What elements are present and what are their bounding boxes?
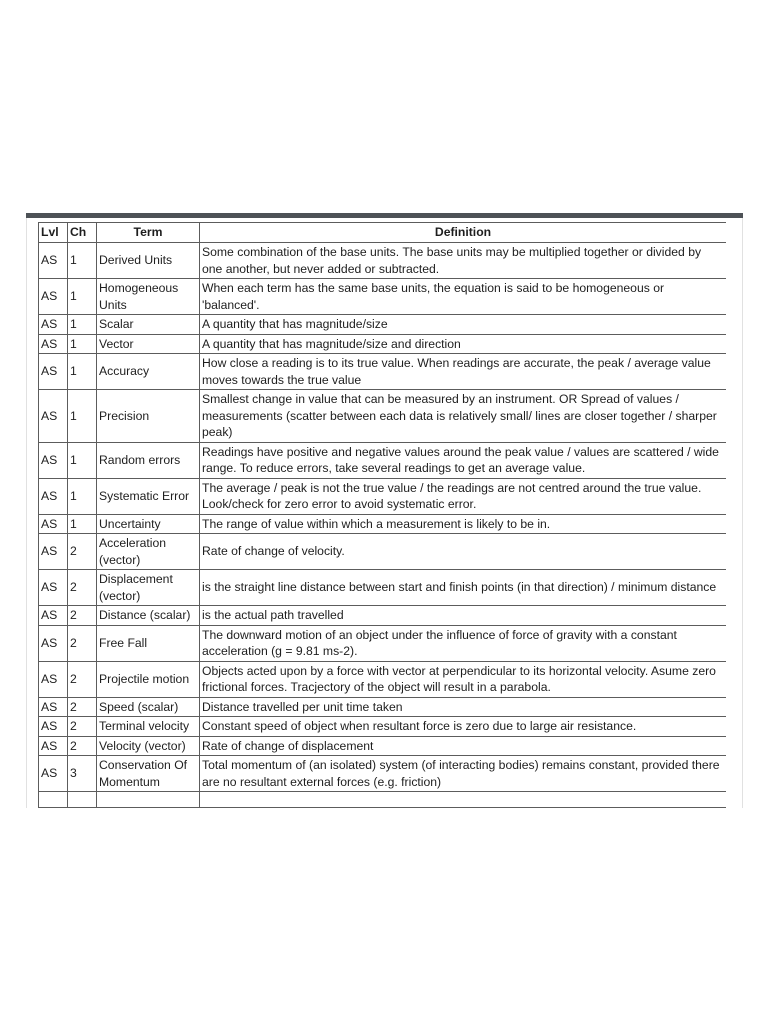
cell-lvl: AS <box>39 606 68 626</box>
cell-term: Precision <box>97 390 200 443</box>
table-row <box>39 570 727 606</box>
cell-definition: How close a reading is to its true value. When readings are accurate, the peak / average value moves towards the true value <box>200 354 727 390</box>
cell-definition: Rate of change of displacement <box>200 736 727 756</box>
cell-ch: 1 <box>68 478 97 514</box>
cell-lvl: AS <box>39 697 68 717</box>
table-row <box>39 478 727 514</box>
cell-ch: 3 <box>68 756 97 792</box>
table-row <box>39 717 727 737</box>
cell-lvl: AS <box>39 570 68 606</box>
cell-ch: 2 <box>68 606 97 626</box>
cell-ch: 2 <box>68 534 97 570</box>
cell-definition: The range of value within which a measurement is likely to be in. <box>200 514 727 534</box>
table-row <box>39 606 727 626</box>
table-row <box>39 661 727 697</box>
cell-definition: Objects acted upon by a force with vector at perpendicular to its horizontal velocity. Asume zero frictional forces. Tracjectory of the object will result in a parabola. <box>200 661 727 697</box>
cell-definition: Constant speed of object when resultant force is zero due to large air resistance. <box>200 717 727 737</box>
cell-lvl: AS <box>39 478 68 514</box>
cell-lvl: AS <box>39 390 68 443</box>
table-row <box>39 243 727 279</box>
table-row <box>39 279 727 315</box>
cell-term: Derived Units <box>97 243 200 279</box>
cell-term: Scalar <box>97 315 200 335</box>
cell-term: Speed (scalar) <box>97 697 200 717</box>
cell-term: Velocity (vector) <box>97 736 200 756</box>
table-row <box>39 334 727 354</box>
cell-lvl: AS <box>39 315 68 335</box>
cell-term: Projectile motion <box>97 661 200 697</box>
table-row <box>39 315 727 335</box>
cell-ch: 1 <box>68 354 97 390</box>
cell-ch: 1 <box>68 334 97 354</box>
cell-lvl: AS <box>39 625 68 661</box>
glossary-table <box>38 222 726 808</box>
cell-ch: 2 <box>68 625 97 661</box>
cell-term: Accuracy <box>97 354 200 390</box>
cell-lvl: AS <box>39 243 68 279</box>
cell-lvl <box>39 792 68 808</box>
cell-lvl: AS <box>39 279 68 315</box>
cell-term: Systematic Error <box>97 478 200 514</box>
cell-definition: When each term has the same base units, the equation is said to be homogeneous or 'balanced'. <box>200 279 727 315</box>
cell-definition: The downward motion of an object under the influence of force of gravity with a constant acceleration (g = 9.81 ms-2). <box>200 625 727 661</box>
table-body <box>39 243 727 808</box>
table-row <box>39 625 727 661</box>
cell-ch: 2 <box>68 697 97 717</box>
cell-term <box>97 792 200 808</box>
cell-ch: 1 <box>68 514 97 534</box>
cell-definition: Smallest change in value that can be measured by an instrument. OR Spread of values / measurements (scatter between each data is relatively small/ lines are closer together / sharper peak) <box>200 390 727 443</box>
cell-definition: Rate of change of velocity. <box>200 534 727 570</box>
cell-term: Acceleration (vector) <box>97 534 200 570</box>
cell-ch: 1 <box>68 315 97 335</box>
cell-ch: 2 <box>68 570 97 606</box>
cell-ch: 2 <box>68 717 97 737</box>
column-header-term: Term <box>97 223 200 243</box>
glossary-table-container <box>38 222 726 808</box>
cell-term: Homogeneous Units <box>97 279 200 315</box>
cell-term: Distance (scalar) <box>97 606 200 626</box>
cell-lvl: AS <box>39 756 68 792</box>
cell-term: Random errors <box>97 442 200 478</box>
cell-definition <box>200 792 727 808</box>
cell-definition: is the actual path travelled <box>200 606 727 626</box>
table-row <box>39 534 727 570</box>
column-header-definition: Definition <box>200 223 727 243</box>
cell-lvl: AS <box>39 736 68 756</box>
cell-lvl: AS <box>39 354 68 390</box>
cell-definition: A quantity that has magnitude/size and direction <box>200 334 727 354</box>
cell-term: Displacement (vector) <box>97 570 200 606</box>
table-row <box>39 736 727 756</box>
cell-ch: 2 <box>68 736 97 756</box>
cell-lvl: AS <box>39 442 68 478</box>
cell-lvl: AS <box>39 534 68 570</box>
cell-term: Conservation Of Momentum <box>97 756 200 792</box>
cell-ch: 1 <box>68 390 97 443</box>
column-header-ch: Ch <box>68 223 97 243</box>
cell-term: Terminal velocity <box>97 717 200 737</box>
cell-definition: Total momentum of (an isolated) system (of interacting bodies) remains constant, provided there are no resultant external forces (e.g. friction) <box>200 756 727 792</box>
cell-term: Uncertainty <box>97 514 200 534</box>
table-row <box>39 442 727 478</box>
cell-lvl: AS <box>39 514 68 534</box>
cell-definition: Some combination of the base units. The base units may be multiplied together or divided by one another, but never added or subtracted. <box>200 243 727 279</box>
table-header-row <box>39 223 727 243</box>
cell-definition: A quantity that has magnitude/size <box>200 315 727 335</box>
table-row <box>39 756 727 792</box>
cell-ch: 1 <box>68 279 97 315</box>
cell-term: Free Fall <box>97 625 200 661</box>
cell-ch: 1 <box>68 243 97 279</box>
cell-definition: Readings have positive and negative values around the peak value / values are scattered / wide range. To reduce errors, take several readings to get an average value. <box>200 442 727 478</box>
table-row <box>39 514 727 534</box>
table-row <box>39 354 727 390</box>
cell-definition: The average / peak is not the true value / the readings are not centred around the true value. Look/check for zero error to avoid systematic error. <box>200 478 727 514</box>
cell-ch: 1 <box>68 442 97 478</box>
table-row <box>39 390 727 443</box>
cell-ch <box>68 792 97 808</box>
cell-ch: 2 <box>68 661 97 697</box>
cell-term: Vector <box>97 334 200 354</box>
table-row-cut-off <box>39 792 727 808</box>
cell-lvl: AS <box>39 661 68 697</box>
table-row <box>39 697 727 717</box>
column-header-lvl: Lvl <box>39 223 68 243</box>
cell-definition: Distance travelled per unit time taken <box>200 697 727 717</box>
cell-lvl: AS <box>39 334 68 354</box>
cell-definition: is the straight line distance between start and finish points (in that direction) / minimum distance <box>200 570 727 606</box>
cell-lvl: AS <box>39 717 68 737</box>
